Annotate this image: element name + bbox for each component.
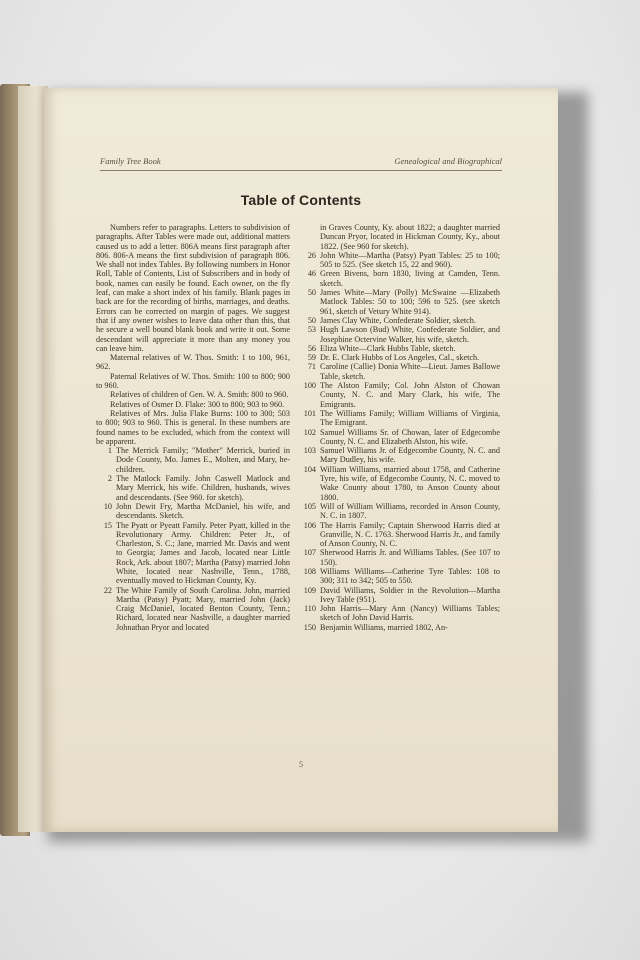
toc-entry-number: 56 — [307, 343, 316, 353]
toc-entry — [300, 428, 500, 447]
toc-entry-number: 2 — [107, 474, 112, 484]
toc-entry — [96, 586, 290, 632]
toc-entry-text: James Clay White, Confederate Soldier, sketch. — [320, 315, 476, 325]
toc-entry — [300, 502, 500, 521]
toc-entry-text: Samuel Williams Jr. of Edgecombe County, N. C. and Mary Dudley, his wife. — [320, 446, 500, 465]
toc-entry — [96, 446, 290, 474]
toc-entry-number: 109 — [303, 585, 316, 595]
toc-entry-text: Benjamin Williams, married 1802, An- — [320, 622, 448, 632]
toc-entry — [300, 316, 500, 325]
toc-entry-number: 150 — [303, 622, 316, 632]
toc-entry-text: John Dewit Fry, Martha McDaniel, his wife, and descendants. Sketch. — [116, 501, 290, 521]
intro-paragraph: Numbers refer to paragraphs. Letters to subdivision of paragraphs. After Tables were made out, additional matters caused us to add a letter. 806A means first paragraph after 806. 806-A means the first subdivision of paragraph 806. We shall not index Tables. By following numbers in Honor Roll, Table of Contents, List of Subscribers and in body of book, names can easily be found. Each owner, on the fly leaf, can make a short index of his family. Blank pages in back are for the recording of births, marriages, and deaths. Errors can be corrected on margin of pages. We suggest that if any owner wishes to leave data other than this, that he secure a well bound blank book and write it out. Some descendant will appreciate it more than any money you can leave him. — [96, 223, 290, 353]
toc-entry — [300, 362, 500, 381]
toc-entry-text: Will of William Williams, recorded in Anson County, N. C. in 1807. — [320, 501, 500, 521]
toc-entry — [300, 548, 500, 567]
toc-entry-text: The White Family of South Carolina. John, married Martha (Patsy) Pyatt; Mary, married John (Jack) Craig McDaniel, located Benton County, Tenn.; Richard, located near Nashville, a daughter married Johnathan Pryor and located — [116, 585, 290, 632]
toc-entry-number: 107 — [303, 548, 316, 558]
toc-entry-text: John Harris—Mary Ann (Nancy) Williams Tables; sketch of John David Harris. — [320, 604, 500, 623]
toc-entry-text: Caroline (Callie) Donia White—Lieut. James Ballowe Table, sketch. — [320, 362, 500, 381]
toc-entry-text: Eliza White—Clark Hubbs Table, sketch. — [320, 343, 456, 353]
toc-entry — [300, 567, 500, 586]
toc-entry — [300, 251, 500, 270]
right-column — [300, 223, 500, 632]
toc-entry-number: 108 — [303, 566, 316, 576]
toc-entry-number: 59 — [307, 353, 316, 363]
left-column — [96, 223, 290, 632]
toc-entry — [300, 381, 500, 409]
toc-entry-text: Samuel Williams Sr. of Chowan, later of Edgecombe County, N. C. and Elizabeth Alston, his wife. — [320, 427, 500, 446]
toc-entry — [300, 325, 500, 344]
intro-paragraph: Maternal relatives of W. Thos. Smith: 1 to 100, 961, 962. — [96, 353, 290, 372]
continued-text: in Graves County, Ky. about 1822; a daughter married Duncan Pryor, located in Hickman County, Ky., about 1822. (See 960 for sketch). — [320, 223, 500, 251]
intro-paragraph: Paternal Relatives of W. Thos. Smith: 100 to 800; 900 to 960. — [96, 371, 290, 391]
toc-entry — [300, 604, 500, 623]
toc-entry-number: 106 — [303, 520, 316, 530]
toc-entry-text: William Williams, married about 1758, and Catherine Tyre, his wife, of Edgecombe County, N. C. moved to Wake County about 1780, to Anson County about 1800. — [320, 464, 500, 502]
toc-entry-text: The Alston Family; Col. John Alston of Chowan County, N. C. and Mary Clark, his wife, The Emigrants. — [320, 381, 500, 409]
toc-entry-number: 46 — [307, 269, 316, 279]
toc-entry-text: The Pyatt or Pyeatt Family. Peter Pyatt, killed in the Revolutionary Army. Children: Peter Jr., of Charleston, S. C.; Jane, married Mr. Davis and went to Georgia; James and Jacob, located near Little Rock, Ark. about 1807; Martha (Patsy) married John White, located near Nashville, Tenn., 1788, eventually moved to Hickman County, Ky. — [116, 520, 290, 586]
toc-entry-text: The Merrick Family; "Mother" Merrick, buried in Dode County, Mo. James E., Molten, and Mary, he- children. — [116, 446, 290, 474]
toc-entry — [96, 521, 290, 586]
toc-entry — [300, 446, 500, 465]
toc-entry-number: 50 — [307, 288, 316, 298]
toc-entry — [300, 353, 500, 362]
toc-entry-number: 71 — [307, 362, 316, 372]
toc-entry — [300, 269, 500, 288]
header-rule — [100, 170, 502, 171]
toc-entry — [96, 474, 290, 502]
intro-paragraph: Relatives of children of Gen. W. A. Smith: 800 to 960. — [110, 390, 289, 400]
toc-entry — [300, 409, 500, 428]
page-number: 5 — [299, 760, 303, 769]
toc-entry-number: 10 — [103, 501, 112, 511]
toc-entry-number: 26 — [307, 250, 316, 260]
toc-entry — [96, 502, 290, 521]
intro-paragraph: Relatives of Osmer D. Flake: 300 to 800; 903 to 960. — [110, 399, 285, 409]
toc-entry-text: David Williams, Soldier in the Revolution—Martha Ivey Table (951). — [320, 585, 500, 604]
toc-entry-text: Dr. E. Clark Hubbs of Los Angeles, Cal., sketch. — [320, 353, 480, 363]
toc-entry-number: 103 — [303, 446, 316, 456]
toc-entry-number: 101 — [303, 408, 316, 418]
toc-entry-number: 50 — [307, 315, 316, 325]
toc-entry — [300, 288, 500, 316]
toc-entry-number: 104 — [303, 464, 316, 474]
toc-entry-text: Sherwood Harris Jr. and Williams Tables. (See 107 to 150). — [320, 548, 500, 567]
toc-entry-text: The Matlock Family. John Caswell Matlock and Mary Merrick, his wife. Children, husbands, wives and descendants. (See 960. for sketch). — [116, 474, 290, 502]
book-page — [44, 88, 558, 832]
toc-entry-text: The Williams Family; William Williams of Virginia, The Emigrant. — [320, 408, 500, 428]
toc-entry-number: 102 — [303, 427, 316, 437]
toc-entry-number: 100 — [303, 381, 316, 391]
toc-entry-text: Williams Williams—Catherine Tyre Tables: 108 to 300; 311 to 342; 505 to 550. — [320, 566, 500, 586]
running-head-right: Genealogical and Biographical — [394, 156, 502, 166]
toc-entry — [300, 586, 500, 605]
toc-entry-number: 1 — [107, 446, 112, 456]
toc-entry-text: Green Bivens, born 1830, living at Camden, Tenn. sketch. — [320, 269, 500, 288]
toc-entry-number: 53 — [307, 325, 316, 335]
toc-entry-number: 15 — [103, 520, 112, 530]
toc-entry-number: 22 — [103, 585, 112, 595]
toc-entry — [300, 465, 500, 502]
toc-entry-number: 105 — [303, 501, 316, 511]
toc-entry — [300, 623, 500, 632]
toc-entry-text: Hugh Lawson (Bud) White, Confederate Soldier, and Josephine Octervine Walker, his wife, sketch. — [320, 325, 500, 344]
toc-entry — [300, 344, 500, 353]
page-title: Table of Contents — [240, 192, 362, 208]
toc-entry — [300, 521, 500, 549]
running-head-left: Family Tree Book — [100, 156, 161, 166]
intro-paragraph: Relatives of Mrs. Julia Flake Burns: 100 to 300; 503 to 800; 903 to 960. This is general. In these numbers are found names to be excluded, which from the context will be apparent. — [96, 408, 290, 446]
running-head — [100, 156, 502, 170]
toc-entry-text: The Harris Family; Captain Sherwood Harris died at Granville, N. C. 1763. Sherwood Harris Jr., and family of Anson County, N. C. — [320, 520, 500, 549]
toc-entry-text: John White—Martha (Patsy) Pyatt Tables: 25 to 100; 505 to 525. (See sketch 15, 22 and 960). — [320, 250, 500, 270]
toc-entry-number: 110 — [304, 604, 316, 614]
toc-entry-text: James White—Mary (Polly) McSwaine —Elizabeth Matlock Tables: 50 to 100; 596 to 525. (see sketch 961, sketch of Vetury White 914). — [320, 288, 500, 316]
